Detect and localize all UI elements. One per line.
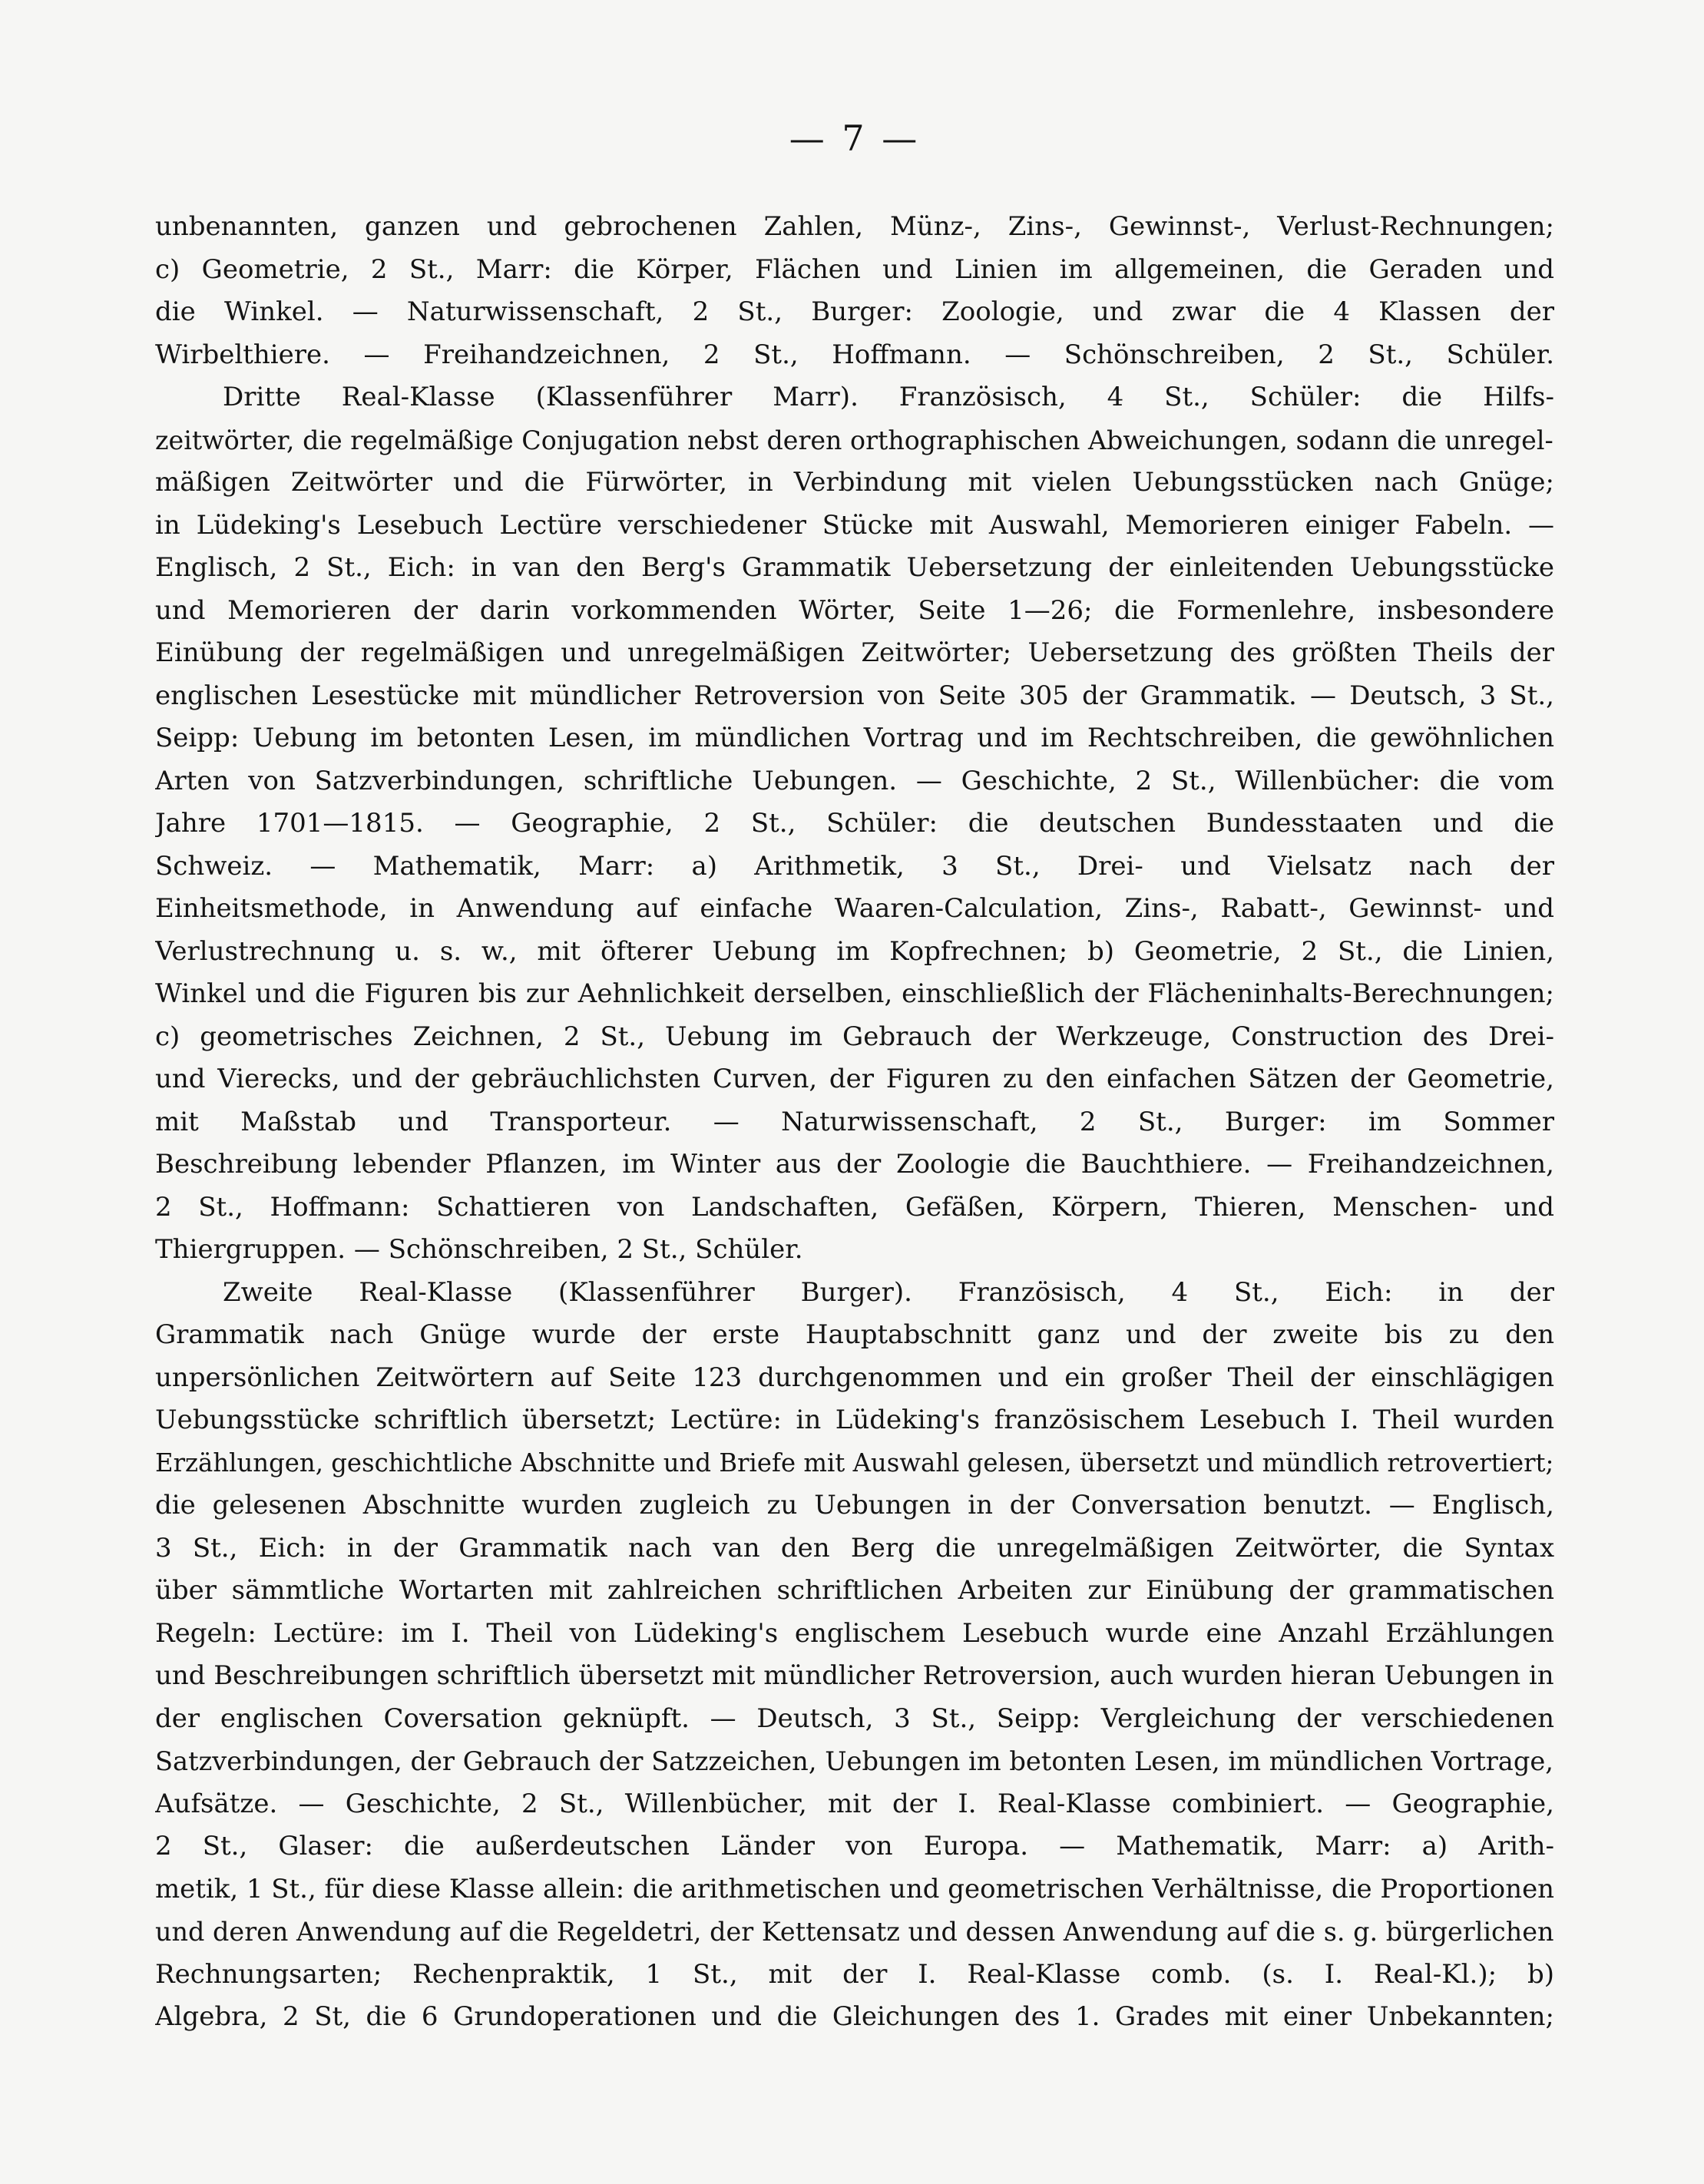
- text-line: Wirbelthiere. — Freihandzeichnen, 2 St., Hoffmann. — Schönschreiben, 2 St., Schüler.: [155, 339, 1554, 370]
- text-line: die Winkel. — Naturwissenschaft, 2 St., Burger: Zoologie, und zwar die 4 Klassen der: [155, 296, 1554, 327]
- text-line: und Memorieren der darin vorkommenden Wörter, Seite 1—26; die Formenlehre, insbesondere: [155, 594, 1554, 626]
- text-line: unbenannten, ganzen und gebrochenen Zahlen, Münz-, Zins-, Gewinnst-, Verlust-Rechnungen;: [155, 211, 1554, 242]
- text-line: Satzverbindungen, der Gebrauch der Satzzeichen, Uebungen im betonten Lesen, im mündlichen Vortrage,: [155, 1746, 1553, 1776]
- text-line: Zweite Real-Klasse (Klassenführer Burger). Französisch, 4 St., Eich: in der: [223, 1276, 1554, 1308]
- text-line: Uebungsstücke schriftlich übersetzt; Lectüre: in Lüdeking's französischem Lesebuch I. Theil wurden: [155, 1405, 1554, 1435]
- text-line: und Beschreibungen schriftlich übersetzt mit mündlicher Retroversion, auch wurden hieran Uebungen in: [155, 1660, 1554, 1691]
- text-line: unpersönlichen Zeitwörtern auf Seite 123 durchgenommen und ein großer Theil der einschlägigen: [155, 1362, 1554, 1393]
- text-line: Dritte Real-Klasse (Klassenführer Marr). Französisch, 4 St., Schüler: die Hilfs-: [223, 382, 1554, 412]
- text-line: Verlustrechnung u. s. w., mit öfterer Uebung im Kopfrechnen; b) Geometrie, 2 St., die Linien,: [155, 935, 1554, 967]
- text-line: Englisch, 2 St., Eich: in van den Berg's Grammatik Uebersetzung der einleitenden Uebungsstücke: [155, 552, 1554, 583]
- text-line: über sämmtliche Wortarten mit zahlreichen schriftlichen Arbeiten zur Einübung der grammatischen: [155, 1575, 1554, 1606]
- page-number: — 7 —: [789, 117, 921, 159]
- text-line: mit Maßstab und Transporteur. — Naturwissenschaft, 2 St., Burger: im Sommer: [155, 1106, 1554, 1137]
- text-line: Winkel und die Figuren bis zur Aehnlichkeit derselben, einschließlich der Flächeninhalts-Berechnungen;: [155, 978, 1554, 1009]
- body-text: [155, 206, 1554, 2039]
- text-line: zeitwörter, die regelmäßige Conjugation nebst deren orthographischen Abweichungen, sodann die unregel-: [155, 425, 1553, 455]
- text-line: Erzählungen, geschichtliche Abschnitte und Briefe mit Auswahl gelesen, übersetzt und mündlich retrovertiert;: [155, 1448, 1554, 1478]
- text-line: der englischen Coversation geknüpft. — Deutsch, 3 St., Seipp: Vergleichung der verschiedenen: [155, 1703, 1554, 1734]
- text-line: mäßigen Zeitwörter und die Fürwörter, in Verbindung mit vielen Uebungsstücken nach Gnüge;: [155, 467, 1554, 498]
- text-line: Schweiz. — Mathematik, Marr: a) Arithmetik, 3 St., Drei- und Vielsatz nach der: [155, 850, 1554, 882]
- text-line: Seipp: Uebung im betonten Lesen, im mündlichen Vortrag und im Rechtschreiben, die gewöhnlichen: [155, 723, 1554, 753]
- text-line: englischen Lesestücke mit mündlicher Retroversion von Seite 305 der Grammatik. — Deutsch, 3 St.,: [155, 680, 1554, 711]
- text-line: c) geometrisches Zeichnen, 2 St., Uebung im Gebrauch der Werkzeuge, Construction des Drei-: [155, 1021, 1554, 1052]
- text-line: und Vierecks, und der gebräuchlichsten Curven, der Figuren zu den einfachen Sätzen der Geometrie,: [155, 1064, 1554, 1094]
- text-line: Algebra, 2 St, die 6 Grundoperationen und die Gleichungen des 1. Grades mit einer Unbekannten;: [155, 2001, 1554, 2032]
- text-line: 2 St., Glaser: die außerdeutschen Länder von Europa. — Mathematik, Marr: a) Arith-: [155, 1831, 1554, 1861]
- text-line: Rechnungsarten; Rechenpraktik, 1 St., mit der I. Real-Klasse comb. (s. I. Real-Kl.); b): [155, 1958, 1554, 1990]
- text-line: metik, 1 St., für diese Klasse allein: die arithmetischen und geometrischen Verhältnisse, die Proportionen: [155, 1873, 1554, 1904]
- text-line: in Lüdeking's Lesebuch Lectüre verschiedener Stücke mit Auswahl, Memorieren einiger Fabeln. —: [155, 509, 1554, 541]
- text-line: Einheitsmethode, in Anwendung auf einfache Waaren-Calculation, Zins-, Rabatt-, Gewinnst- und: [155, 893, 1554, 924]
- text-line: Thiergruppen. — Schönschreiben, 2 St., Schüler.: [155, 1234, 803, 1265]
- text-line: Regeln: Lectüre: im I. Theil von Lüdeking's englischem Lesebuch wurde eine Anzahl Erzählungen: [155, 1617, 1554, 1649]
- text-line: Einübung der regelmäßigen und unregelmäßigen Zeitwörter; Uebersetzung des größten Theils der: [155, 637, 1554, 668]
- text-line: 3 St., Eich: in der Grammatik nach van den Berg die unregelmäßigen Zeitwörter, die Syntax: [155, 1532, 1554, 1564]
- text-line: 2 St., Hoffmann: Schattieren von Landschaften, Gefäßen, Körpern, Thieren, Menschen- und: [155, 1191, 1554, 1223]
- text-line: die gelesenen Abschnitte wurden zugleich zu Uebungen in der Conversation benutzt. — Englisch,: [155, 1490, 1554, 1521]
- text-line: und deren Anwendung auf die Regeldetri, der Kettensatz und dessen Anwendung auf die s. g. bürgerlichen: [155, 1917, 1554, 1947]
- text-line: Jahre 1701—1815. — Geographie, 2 St., Schüler: die deutschen Bundesstaaten und die: [155, 808, 1554, 839]
- text-line: Beschreibung lebender Pflanzen, im Winter aus der Zoologie die Bauchthiere. — Freihandzeichnen,: [155, 1149, 1554, 1180]
- text-line: Grammatik nach Gnüge wurde der erste Hauptabschnitt ganz und der zweite bis zu den: [155, 1319, 1554, 1350]
- text-line: c) Geometrie, 2 St., Marr: die Körper, Flächen und Linien im allgemeinen, die Geraden und: [155, 253, 1554, 285]
- text-line: Arten von Satzverbindungen, schriftliche Uebungen. — Geschichte, 2 St., Willenbücher: die vom: [155, 765, 1554, 796]
- text-line: Aufsätze. — Geschichte, 2 St., Willenbücher, mit der I. Real-Klasse combiniert. — Geographie,: [155, 1788, 1554, 1819]
